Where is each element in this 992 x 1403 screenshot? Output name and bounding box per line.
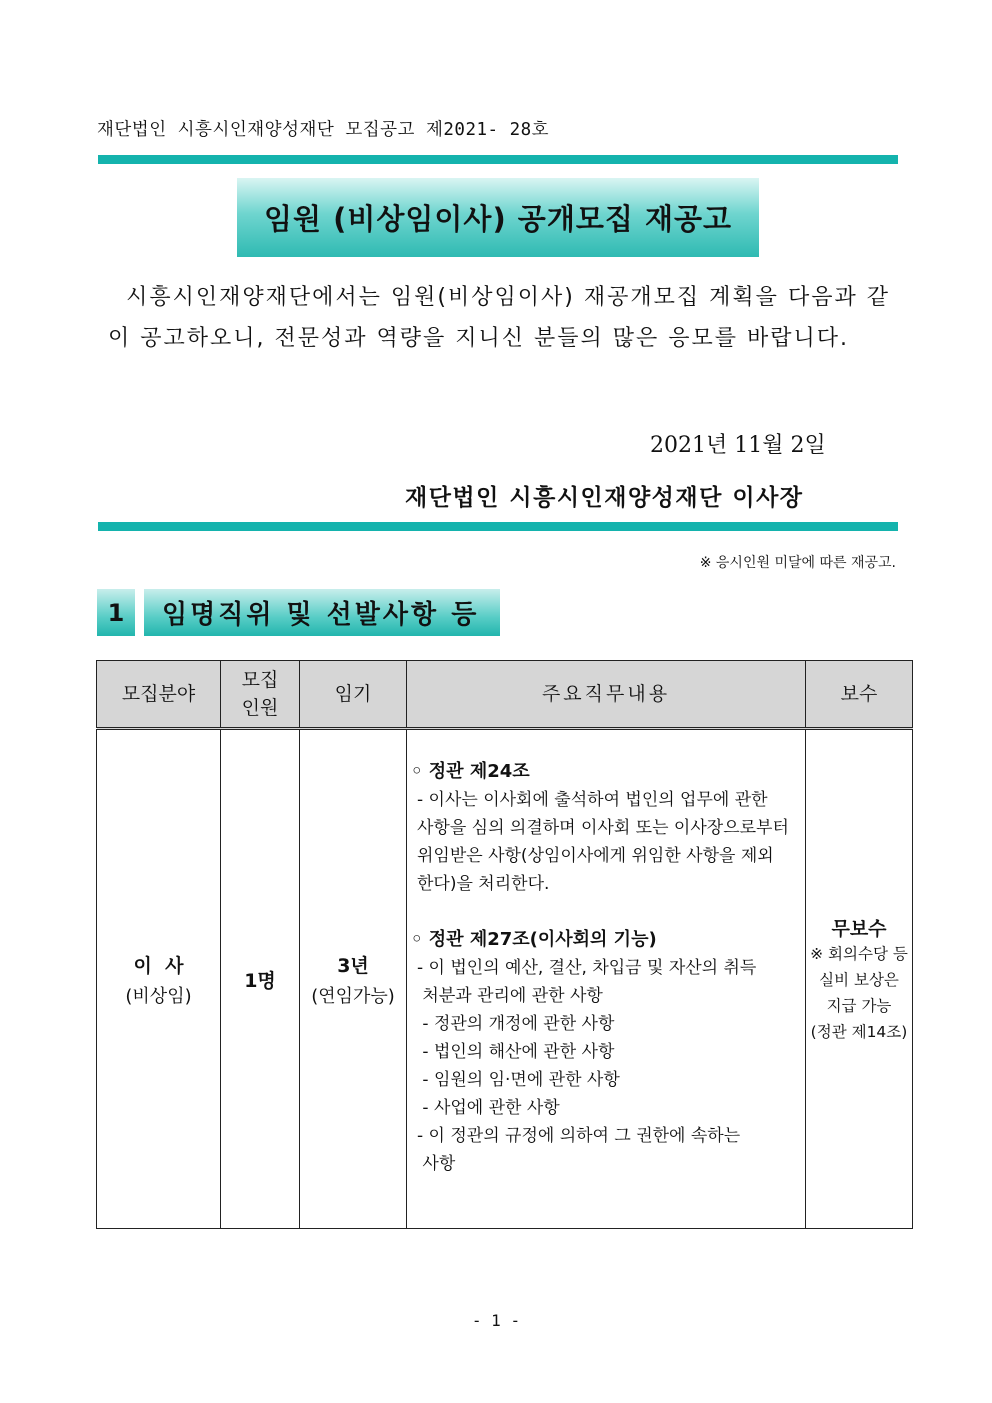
pay-note: ※ 회의수당 등 <box>810 944 908 963</box>
article-27-heading: ◦ 정관 제27조(이사회의 기능) <box>411 929 657 950</box>
pay-note: (정관 제14조) <box>810 1022 908 1041</box>
duty-line: 사항 <box>417 1154 456 1174</box>
duty-line: 위임받은 사항(상임이사에게 위임한 사항을 제외 <box>417 846 774 866</box>
cell-field <box>97 729 221 1229</box>
term-value: 3년 <box>337 954 369 977</box>
header-count <box>221 661 300 729</box>
header-duties: 주요직무내용 <box>407 661 806 729</box>
cell-count <box>221 729 300 1229</box>
duty-line: - 정관의 개정에 관한 사항 <box>417 1014 615 1034</box>
cell-term <box>300 729 407 1229</box>
header-pay: 보수 <box>806 661 913 729</box>
pay-note: 지급 가능 <box>826 996 892 1015</box>
table-row <box>97 729 913 1229</box>
duty-line: - 이 법인의 예산, 결산, 차입금 및 자산의 취득 <box>417 958 757 978</box>
table-header-row <box>97 661 913 729</box>
bottom-divider <box>98 522 898 531</box>
article-24-heading: ◦ 정관 제24조 <box>411 761 530 782</box>
field-name: 이 사 <box>133 954 184 977</box>
duty-line: 사항을 심의 의결하며 이사회 또는 이사장으로부터 <box>417 818 789 838</box>
header-count-line2: 인원 <box>241 697 279 719</box>
page-number: - 1 - <box>471 1311 521 1330</box>
pay-note: 실비 보상은 <box>819 970 899 989</box>
cell-pay <box>806 729 913 1229</box>
cell-duties <box>407 729 806 1229</box>
intro-paragraph <box>108 277 890 359</box>
document-title: 임원 (비상임이사) 공개모집 재공고 <box>237 178 759 257</box>
term-sub: (연임가능) <box>311 985 395 1007</box>
header-term: 임기 <box>300 661 407 729</box>
pay-main: 무보수 <box>831 917 887 940</box>
count-value: 1명 <box>244 969 276 992</box>
field-sub: (비상임) <box>125 985 192 1007</box>
intro-text: 시흥시인재양재단에서는 임원(비상임이사) 재공개모집 계획을 다음과 같이 공고하오니, 전문성과 역량을 지니신 분들의 많은 응모를 바랍니다. <box>108 285 890 351</box>
signer: 재단법인 시흥시인재양성재단 이사장 <box>405 485 804 511</box>
spacer <box>411 898 801 926</box>
duty-line: 한다)을 처리한다. <box>417 874 550 894</box>
duty-line: - 이사는 이사회에 출석하여 법인의 업무에 관한 <box>417 790 768 810</box>
duty-line: 처분과 관리에 관한 사항 <box>417 986 603 1006</box>
reannouncement-remark: ※ 응시인원 미달에 따른 재공고. <box>699 555 896 571</box>
section-number: 1 <box>97 589 135 636</box>
duty-line: - 법인의 해산에 관한 사항 <box>417 1042 615 1062</box>
duty-line: - 사업에 관한 사항 <box>417 1098 560 1118</box>
header-count-line1: 모집 <box>241 669 279 691</box>
duty-line: - 임원의 임·면에 관한 사항 <box>417 1070 620 1090</box>
header-field: 모집분야 <box>97 661 221 729</box>
duty-line: - 이 정관의 규정에 의하여 그 권한에 속하는 <box>417 1126 741 1146</box>
notice-number: 재단법인 시흥시인재양성재단 모집공고 제2021- 28호 <box>97 120 550 140</box>
top-divider <box>98 155 898 164</box>
announcement-date: 2021년 11월 2일 <box>650 433 826 458</box>
section-title: 임명직위 및 선발사항 등 <box>144 589 500 636</box>
recruitment-table <box>96 660 913 1229</box>
